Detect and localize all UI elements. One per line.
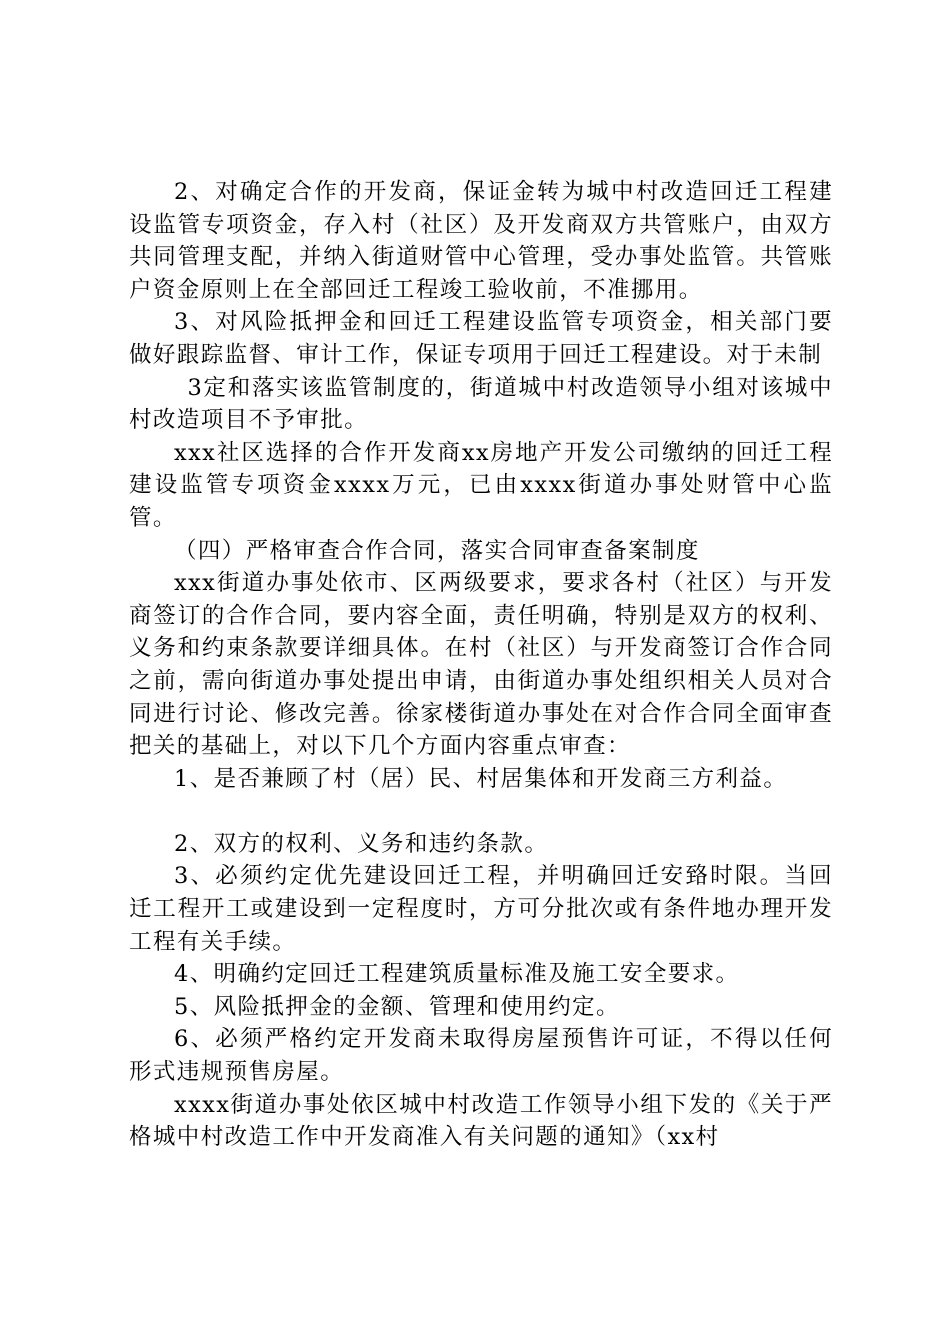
paragraph-notice-reference: xxxx街道办事处依区城中村改造工作领导小组下发的《关于严格城中村改造工作中开发商准入有关问题的通知》（xx村 [129, 1091, 833, 1151]
list-item-1: 1、是否兼顾了村（居）民、村居集体和开发商三方利益。 [174, 765, 788, 792]
paragraph-contract-requirements: xxx街道办事处依市、区两级要求，要求各村（社区）与开发商签订的合作合同，要内容全面，责任明确，特别是双方的权利、义务和约束条款要详细具体。在村（社区）与开发商签订合作合同之前，需向街道办事处提出申请，由街道办事处组织相关人员对合同进行讨论、修改完善。徐家楼街道办事处在对合作合同全面审查把关的基础上，对以下几个方面内容重点审查： [129, 570, 833, 760]
list-item-2: 2、双方的权利、义务和违约条款。 [174, 830, 549, 857]
list-item-4: 4、明确约定回迁工程建筑质量标准及施工安全要求。 [174, 961, 740, 988]
paragraph-tracking-supervision: 3、对风险抵押金和回迁工程建设监管专项资金，相关部门要做好跟踪监督、审计工作，保证专项用于回迁工程建设。对于未制 [129, 309, 833, 368]
list-item-5: 5、风险抵押金的金额、管理和使用约定。 [174, 993, 620, 1020]
paragraph-deposit-conversion: 2、对确定合作的开发商，保证金转为城中村改造回迁工程建设监管专项资金，存入村（社区）及开发商双方共管账户，由双方共同管理支配，并纳入街道财管中心管理，受办事处监管。共管账户资金原则上在全部回迁工程竣工验收前，不准挪用。 [129, 179, 833, 303]
section-heading-contract-review: （四）严格审查合作合同，落实合同审查备案制度 [174, 537, 700, 564]
paragraph-community-fund: xxx社区选择的合作开发商xx房地产开发公司缴纳的回迁工程建设监管专项资金xxxx万元，已由xxxx街道办事处财管中心监管。 [129, 439, 833, 531]
paragraph-no-approval: 3定和落实该监管制度的，街道城中村改造领导小组对该城中村改造项目不予审批。 [129, 374, 833, 434]
document-body [129, 176, 833, 1154]
list-item-3: 3、必须约定优先建设回迁工程，并明确回迁安臵时限。当回迁工程开工或建设到一定程度时，方可分批次或有条件地办理开发工程有关手续。 [129, 863, 833, 955]
list-item-6: 6、必须严格约定开发商未取得房屋预售许可证，不得以任何形式违规预售房屋。 [129, 1026, 833, 1086]
